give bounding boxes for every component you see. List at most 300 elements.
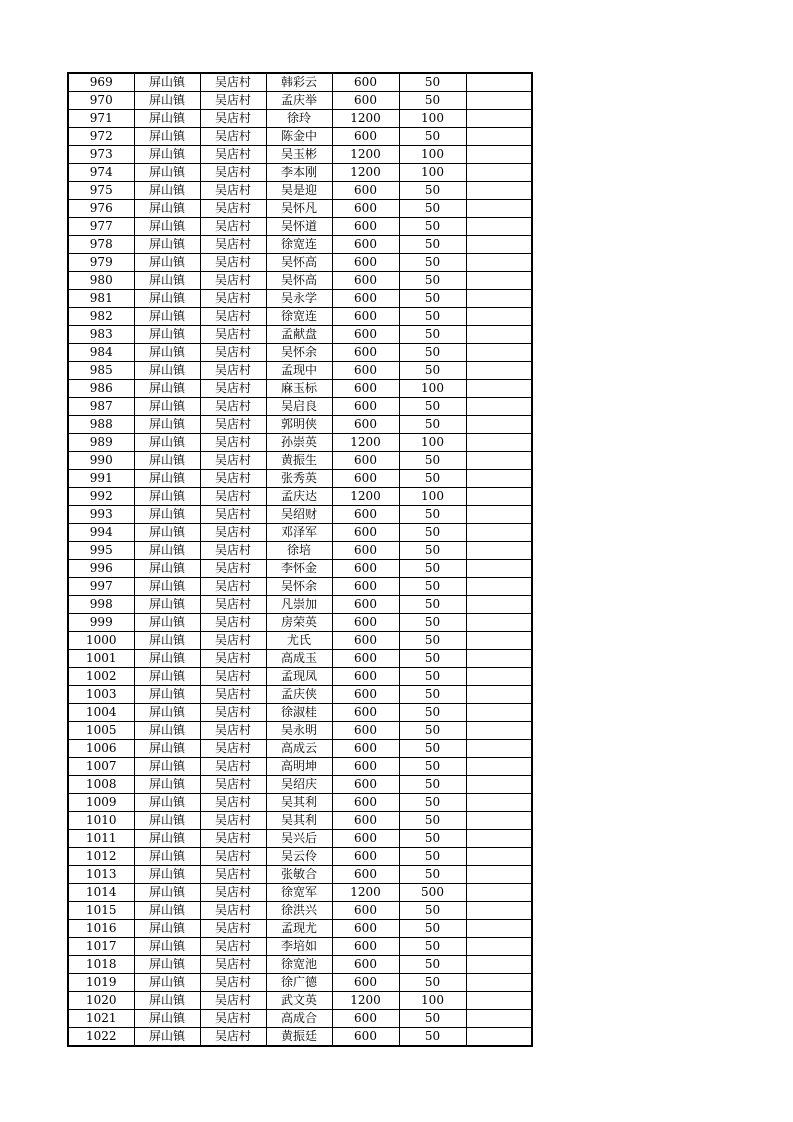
blank-cell xyxy=(466,236,532,254)
village-cell: 吴店村 xyxy=(200,110,266,128)
amount-cell: 600 xyxy=(332,956,399,974)
name-cell: 高成云 xyxy=(266,740,332,758)
village-cell: 吴店村 xyxy=(200,308,266,326)
row-number-cell: 994 xyxy=(68,524,134,542)
town-cell: 屏山镇 xyxy=(134,326,200,344)
town-cell: 屏山镇 xyxy=(134,920,200,938)
village-cell: 吴店村 xyxy=(200,884,266,902)
village-cell: 吴店村 xyxy=(200,920,266,938)
blank-cell xyxy=(466,632,532,650)
amount-cell: 600 xyxy=(332,236,399,254)
name-cell: 黄振生 xyxy=(266,452,332,470)
name-cell: 孟庆达 xyxy=(266,488,332,506)
village-cell: 吴店村 xyxy=(200,254,266,272)
village-cell: 吴店村 xyxy=(200,632,266,650)
name-cell: 吴玉彬 xyxy=(266,146,332,164)
amount-cell: 600 xyxy=(332,668,399,686)
row-number-cell: 1018 xyxy=(68,956,134,974)
blank-cell xyxy=(466,326,532,344)
name-cell: 韩彩云 xyxy=(266,73,332,92)
row-number-cell: 986 xyxy=(68,380,134,398)
amount-cell: 1200 xyxy=(332,434,399,452)
table-row xyxy=(68,398,532,416)
village-cell: 吴店村 xyxy=(200,92,266,110)
blank-cell xyxy=(466,272,532,290)
blank-cell xyxy=(466,200,532,218)
fee-cell: 50 xyxy=(399,596,466,614)
amount-cell: 600 xyxy=(332,704,399,722)
village-cell: 吴店村 xyxy=(200,704,266,722)
blank-cell xyxy=(466,218,532,236)
village-cell: 吴店村 xyxy=(200,848,266,866)
name-cell: 吴云伶 xyxy=(266,848,332,866)
name-cell: 徐培 xyxy=(266,542,332,560)
row-number-cell: 982 xyxy=(68,308,134,326)
village-cell: 吴店村 xyxy=(200,524,266,542)
fee-cell: 50 xyxy=(399,218,466,236)
name-cell: 吴怀高 xyxy=(266,254,332,272)
amount-cell: 600 xyxy=(332,740,399,758)
town-cell: 屏山镇 xyxy=(134,650,200,668)
amount-cell: 600 xyxy=(332,758,399,776)
blank-cell xyxy=(466,488,532,506)
amount-cell: 600 xyxy=(332,73,399,92)
town-cell: 屏山镇 xyxy=(134,272,200,290)
fee-cell: 50 xyxy=(399,560,466,578)
name-cell: 吴兴后 xyxy=(266,830,332,848)
amount-cell: 600 xyxy=(332,722,399,740)
blank-cell xyxy=(466,668,532,686)
village-cell: 吴店村 xyxy=(200,146,266,164)
row-number-cell: 1006 xyxy=(68,740,134,758)
table-row xyxy=(68,542,532,560)
amount-cell: 600 xyxy=(332,362,399,380)
row-number-cell: 1003 xyxy=(68,686,134,704)
blank-cell xyxy=(466,434,532,452)
name-cell: 武文英 xyxy=(266,992,332,1010)
fee-cell: 50 xyxy=(399,254,466,272)
amount-cell: 600 xyxy=(332,92,399,110)
table-row xyxy=(68,938,532,956)
name-cell: 凡崇加 xyxy=(266,596,332,614)
row-number-cell: 977 xyxy=(68,218,134,236)
town-cell: 屏山镇 xyxy=(134,902,200,920)
blank-cell xyxy=(466,470,532,488)
table-row xyxy=(68,632,532,650)
town-cell: 屏山镇 xyxy=(134,524,200,542)
village-cell: 吴店村 xyxy=(200,542,266,560)
amount-cell: 600 xyxy=(332,272,399,290)
row-number-cell: 985 xyxy=(68,362,134,380)
village-cell: 吴店村 xyxy=(200,416,266,434)
name-cell: 陈金中 xyxy=(266,128,332,146)
amount-cell: 600 xyxy=(332,614,399,632)
name-cell: 孙崇英 xyxy=(266,434,332,452)
town-cell: 屏山镇 xyxy=(134,578,200,596)
amount-cell: 600 xyxy=(332,398,399,416)
fee-cell: 100 xyxy=(399,146,466,164)
amount-cell: 600 xyxy=(332,830,399,848)
table-row xyxy=(68,362,532,380)
fee-cell: 50 xyxy=(399,794,466,812)
row-number-cell: 1021 xyxy=(68,1010,134,1028)
name-cell: 徐广德 xyxy=(266,974,332,992)
amount-cell: 600 xyxy=(332,524,399,542)
village-cell: 吴店村 xyxy=(200,290,266,308)
blank-cell xyxy=(466,344,532,362)
row-number-cell: 972 xyxy=(68,128,134,146)
amount-cell: 600 xyxy=(332,632,399,650)
table-row xyxy=(68,974,532,992)
name-cell: 孟现中 xyxy=(266,362,332,380)
fee-cell: 100 xyxy=(399,380,466,398)
table-row xyxy=(68,182,532,200)
blank-cell xyxy=(466,758,532,776)
amount-cell: 600 xyxy=(332,776,399,794)
table-row xyxy=(68,776,532,794)
fee-cell: 50 xyxy=(399,182,466,200)
village-cell: 吴店村 xyxy=(200,812,266,830)
blank-cell xyxy=(466,128,532,146)
name-cell: 孟献盘 xyxy=(266,326,332,344)
row-number-cell: 1020 xyxy=(68,992,134,1010)
village-cell: 吴店村 xyxy=(200,830,266,848)
town-cell: 屏山镇 xyxy=(134,146,200,164)
village-cell: 吴店村 xyxy=(200,794,266,812)
blank-cell xyxy=(466,380,532,398)
table-row xyxy=(68,920,532,938)
amount-cell: 600 xyxy=(332,866,399,884)
table-row xyxy=(68,560,532,578)
name-cell: 李培如 xyxy=(266,938,332,956)
table-row xyxy=(68,884,532,902)
fee-cell: 50 xyxy=(399,722,466,740)
fee-cell: 50 xyxy=(399,974,466,992)
name-cell: 李本刚 xyxy=(266,164,332,182)
town-cell: 屏山镇 xyxy=(134,938,200,956)
blank-cell xyxy=(466,848,532,866)
village-cell: 吴店村 xyxy=(200,866,266,884)
table-row xyxy=(68,794,532,812)
table-row xyxy=(68,668,532,686)
table-row xyxy=(68,164,532,182)
town-cell: 屏山镇 xyxy=(134,992,200,1010)
town-cell: 屏山镇 xyxy=(134,290,200,308)
fee-cell: 50 xyxy=(399,686,466,704)
amount-cell: 600 xyxy=(332,596,399,614)
village-cell: 吴店村 xyxy=(200,218,266,236)
blank-cell xyxy=(466,830,532,848)
amount-cell: 600 xyxy=(332,254,399,272)
row-number-cell: 981 xyxy=(68,290,134,308)
amount-cell: 600 xyxy=(332,1028,399,1047)
fee-cell: 50 xyxy=(399,200,466,218)
fee-cell: 50 xyxy=(399,290,466,308)
table-row xyxy=(68,506,532,524)
blank-cell xyxy=(466,578,532,596)
row-number-cell: 973 xyxy=(68,146,134,164)
amount-cell: 600 xyxy=(332,128,399,146)
village-cell: 吴店村 xyxy=(200,938,266,956)
amount-cell: 600 xyxy=(332,920,399,938)
amount-cell: 1200 xyxy=(332,884,399,902)
amount-cell: 600 xyxy=(332,218,399,236)
name-cell: 吴怀余 xyxy=(266,578,332,596)
fee-cell: 50 xyxy=(399,398,466,416)
table-row xyxy=(68,434,532,452)
row-number-cell: 1001 xyxy=(68,650,134,668)
town-cell: 屏山镇 xyxy=(134,704,200,722)
row-number-cell: 1004 xyxy=(68,704,134,722)
name-cell: 吴怀高 xyxy=(266,272,332,290)
blank-cell xyxy=(466,73,532,92)
table-row xyxy=(68,578,532,596)
fee-cell: 50 xyxy=(399,362,466,380)
village-cell: 吴店村 xyxy=(200,200,266,218)
table-row xyxy=(68,416,532,434)
town-cell: 屏山镇 xyxy=(134,452,200,470)
fee-cell: 50 xyxy=(399,73,466,92)
row-number-cell: 980 xyxy=(68,272,134,290)
fee-cell: 50 xyxy=(399,956,466,974)
village-cell: 吴店村 xyxy=(200,686,266,704)
blank-cell xyxy=(466,596,532,614)
table-row xyxy=(68,452,532,470)
amount-cell: 1200 xyxy=(332,164,399,182)
town-cell: 屏山镇 xyxy=(134,866,200,884)
fee-cell: 50 xyxy=(399,524,466,542)
table-row xyxy=(68,722,532,740)
amount-cell: 600 xyxy=(332,938,399,956)
name-cell: 房荣英 xyxy=(266,614,332,632)
village-cell: 吴店村 xyxy=(200,380,266,398)
name-cell: 张秀英 xyxy=(266,470,332,488)
village-cell: 吴店村 xyxy=(200,740,266,758)
fee-cell: 50 xyxy=(399,344,466,362)
name-cell: 徐洪兴 xyxy=(266,902,332,920)
village-cell: 吴店村 xyxy=(200,434,266,452)
village-cell: 吴店村 xyxy=(200,992,266,1010)
amount-cell: 600 xyxy=(332,506,399,524)
table-row xyxy=(68,344,532,362)
name-cell: 高明坤 xyxy=(266,758,332,776)
town-cell: 屏山镇 xyxy=(134,218,200,236)
village-cell: 吴店村 xyxy=(200,956,266,974)
town-cell: 屏山镇 xyxy=(134,416,200,434)
name-cell: 徐宽连 xyxy=(266,308,332,326)
table-row xyxy=(68,686,532,704)
town-cell: 屏山镇 xyxy=(134,164,200,182)
village-cell: 吴店村 xyxy=(200,596,266,614)
town-cell: 屏山镇 xyxy=(134,722,200,740)
table-row xyxy=(68,1010,532,1028)
blank-cell xyxy=(466,524,532,542)
village-cell: 吴店村 xyxy=(200,236,266,254)
amount-cell: 600 xyxy=(332,380,399,398)
town-cell: 屏山镇 xyxy=(134,668,200,686)
blank-cell xyxy=(466,254,532,272)
row-number-cell: 1014 xyxy=(68,884,134,902)
table-row xyxy=(68,128,532,146)
table-row xyxy=(68,254,532,272)
table-row xyxy=(68,956,532,974)
village-cell: 吴店村 xyxy=(200,1010,266,1028)
fee-cell: 50 xyxy=(399,614,466,632)
fee-cell: 50 xyxy=(399,128,466,146)
amount-cell: 600 xyxy=(332,902,399,920)
town-cell: 屏山镇 xyxy=(134,92,200,110)
row-number-cell: 1010 xyxy=(68,812,134,830)
amount-cell: 600 xyxy=(332,326,399,344)
blank-cell xyxy=(466,650,532,668)
amount-cell: 600 xyxy=(332,182,399,200)
amount-cell: 600 xyxy=(332,452,399,470)
name-cell: 张敏合 xyxy=(266,866,332,884)
row-number-cell: 990 xyxy=(68,452,134,470)
blank-cell xyxy=(466,794,532,812)
name-cell: 孟现凤 xyxy=(266,668,332,686)
row-number-cell: 989 xyxy=(68,434,134,452)
amount-cell: 600 xyxy=(332,470,399,488)
table-row xyxy=(68,218,532,236)
table-row xyxy=(68,110,532,128)
name-cell: 黄振廷 xyxy=(266,1028,332,1047)
table-row xyxy=(68,1028,532,1047)
table-body xyxy=(68,73,532,1046)
row-number-cell: 987 xyxy=(68,398,134,416)
blank-cell xyxy=(466,722,532,740)
row-number-cell: 988 xyxy=(68,416,134,434)
table-row xyxy=(68,758,532,776)
name-cell: 吴绍财 xyxy=(266,506,332,524)
fee-cell: 50 xyxy=(399,452,466,470)
fee-cell: 50 xyxy=(399,866,466,884)
name-cell: 吴怀道 xyxy=(266,218,332,236)
town-cell: 屏山镇 xyxy=(134,812,200,830)
town-cell: 屏山镇 xyxy=(134,254,200,272)
amount-cell: 600 xyxy=(332,308,399,326)
blank-cell xyxy=(466,614,532,632)
fee-cell: 50 xyxy=(399,848,466,866)
town-cell: 屏山镇 xyxy=(134,758,200,776)
table-row xyxy=(68,326,532,344)
table-row xyxy=(68,73,532,92)
row-number-cell: 1012 xyxy=(68,848,134,866)
name-cell: 麻玉标 xyxy=(266,380,332,398)
name-cell: 尤氏 xyxy=(266,632,332,650)
blank-cell xyxy=(466,506,532,524)
table-row xyxy=(68,650,532,668)
town-cell: 屏山镇 xyxy=(134,956,200,974)
village-cell: 吴店村 xyxy=(200,614,266,632)
blank-cell xyxy=(466,686,532,704)
blank-cell xyxy=(466,776,532,794)
amount-cell: 600 xyxy=(332,578,399,596)
blank-cell xyxy=(466,884,532,902)
blank-cell xyxy=(466,1010,532,1028)
town-cell: 屏山镇 xyxy=(134,776,200,794)
name-cell: 李怀金 xyxy=(266,560,332,578)
row-number-cell: 974 xyxy=(68,164,134,182)
amount-cell: 600 xyxy=(332,542,399,560)
village-cell: 吴店村 xyxy=(200,398,266,416)
table-row xyxy=(68,92,532,110)
amount-cell: 600 xyxy=(332,794,399,812)
name-cell: 吴怀余 xyxy=(266,344,332,362)
amount-cell: 600 xyxy=(332,416,399,434)
amount-cell: 600 xyxy=(332,1010,399,1028)
table-row xyxy=(68,236,532,254)
row-number-cell: 1022 xyxy=(68,1028,134,1047)
fee-cell: 50 xyxy=(399,1010,466,1028)
name-cell: 吴绍庆 xyxy=(266,776,332,794)
village-cell: 吴店村 xyxy=(200,182,266,200)
town-cell: 屏山镇 xyxy=(134,830,200,848)
blank-cell xyxy=(466,704,532,722)
row-number-cell: 970 xyxy=(68,92,134,110)
town-cell: 屏山镇 xyxy=(134,200,200,218)
table-row xyxy=(68,866,532,884)
row-number-cell: 1019 xyxy=(68,974,134,992)
fee-cell: 50 xyxy=(399,506,466,524)
row-number-cell: 1011 xyxy=(68,830,134,848)
row-number-cell: 1009 xyxy=(68,794,134,812)
table-row xyxy=(68,902,532,920)
name-cell: 徐宽军 xyxy=(266,884,332,902)
fee-cell: 50 xyxy=(399,938,466,956)
row-number-cell: 997 xyxy=(68,578,134,596)
fee-cell: 50 xyxy=(399,308,466,326)
amount-cell: 1200 xyxy=(332,488,399,506)
town-cell: 屏山镇 xyxy=(134,794,200,812)
table-row xyxy=(68,992,532,1010)
blank-cell xyxy=(466,290,532,308)
town-cell: 屏山镇 xyxy=(134,128,200,146)
fee-cell: 50 xyxy=(399,650,466,668)
name-cell: 徐宽连 xyxy=(266,236,332,254)
table-row xyxy=(68,524,532,542)
row-number-cell: 995 xyxy=(68,542,134,560)
village-cell: 吴店村 xyxy=(200,560,266,578)
village-cell: 吴店村 xyxy=(200,452,266,470)
town-cell: 屏山镇 xyxy=(134,632,200,650)
amount-cell: 600 xyxy=(332,974,399,992)
name-cell: 徐淑桂 xyxy=(266,704,332,722)
village-cell: 吴店村 xyxy=(200,902,266,920)
row-number-cell: 1002 xyxy=(68,668,134,686)
row-number-cell: 1016 xyxy=(68,920,134,938)
town-cell: 屏山镇 xyxy=(134,1010,200,1028)
row-number-cell: 983 xyxy=(68,326,134,344)
town-cell: 屏山镇 xyxy=(134,344,200,362)
town-cell: 屏山镇 xyxy=(134,848,200,866)
amount-cell: 600 xyxy=(332,650,399,668)
fee-cell: 50 xyxy=(399,632,466,650)
name-cell: 吴永明 xyxy=(266,722,332,740)
row-number-cell: 996 xyxy=(68,560,134,578)
name-cell: 吴其利 xyxy=(266,794,332,812)
row-number-cell: 971 xyxy=(68,110,134,128)
village-cell: 吴店村 xyxy=(200,650,266,668)
blank-cell xyxy=(466,362,532,380)
fee-cell: 50 xyxy=(399,704,466,722)
fee-cell: 500 xyxy=(399,884,466,902)
amount-cell: 600 xyxy=(332,560,399,578)
name-cell: 徐宽池 xyxy=(266,956,332,974)
row-number-cell: 992 xyxy=(68,488,134,506)
village-cell: 吴店村 xyxy=(200,506,266,524)
row-number-cell: 1015 xyxy=(68,902,134,920)
